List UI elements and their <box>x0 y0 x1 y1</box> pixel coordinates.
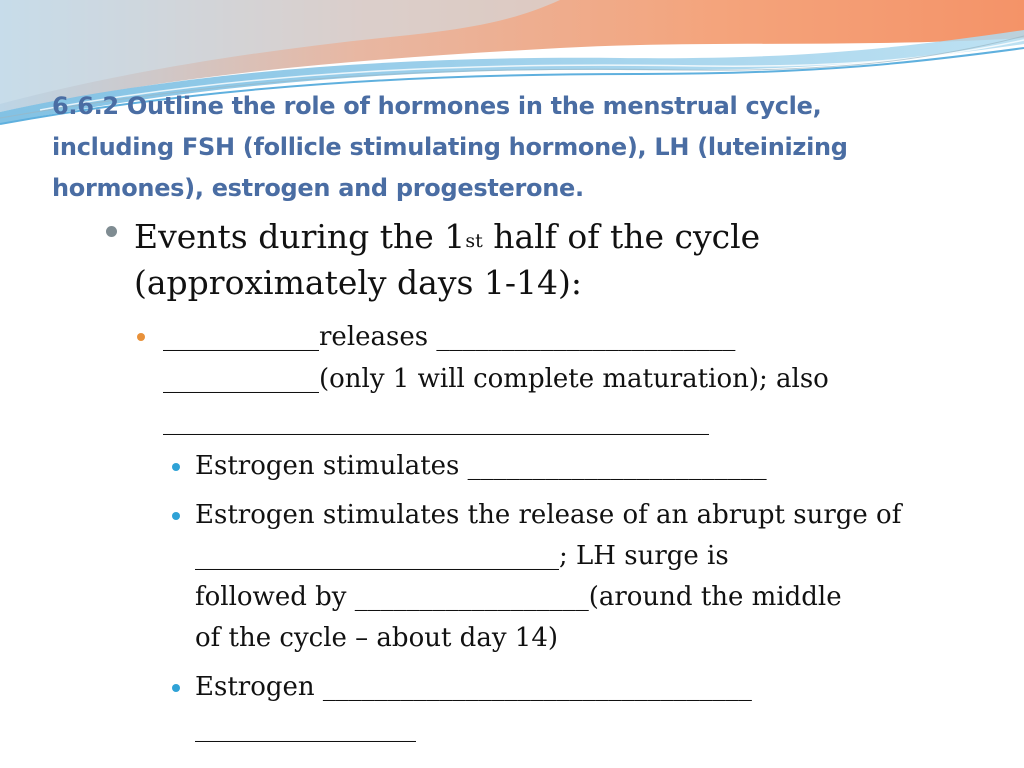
item-estrogen-stimulates <box>195 446 995 487</box>
bullet-dot-icon <box>137 333 145 341</box>
item-estrogen <box>195 667 995 749</box>
bullet-dot-icon <box>106 226 117 237</box>
title-line-1: 6.6.2 Outline the role of hormones in the menstrual cycle, <box>52 92 822 120</box>
bullet-dot-icon <box>172 512 180 520</box>
item-line: of the cycle – about day 14) <box>195 623 559 653</box>
title-line-3: hormones), estrogen and progesterone. <box>52 174 584 202</box>
title-line-2: including FSH (follicle stimulating hormone), LH (luteinizing <box>52 133 848 161</box>
item-lh-surge <box>195 495 995 659</box>
sub-bullet-fsh <box>163 316 983 442</box>
sub-bullet-line-1: ____________releases _______________________ <box>163 322 736 352</box>
item-line: followed by __________________(around the middle <box>195 582 842 612</box>
superscript-st: st <box>465 230 483 252</box>
item-line: _________________ <box>195 713 416 743</box>
item-line: Estrogen stimulates _______________________ <box>195 451 767 481</box>
item-line: Estrogen stimulates the release of an abrupt surge of <box>195 500 902 530</box>
main-bullet-line-2: (approximately days 1-14): <box>134 263 583 302</box>
sub-bullet-line-3: __________________________________________ <box>163 406 709 436</box>
sub-bullet-line-2: ____________(only 1 will complete maturation); also <box>163 364 829 394</box>
item-line: Estrogen _________________________________ <box>195 672 752 702</box>
main-bullet <box>134 214 994 306</box>
bullet-dot-icon <box>172 463 180 471</box>
item-line: ____________________________; LH surge is <box>195 541 729 571</box>
slide-title <box>52 86 952 209</box>
bullet-dot-icon <box>172 684 180 692</box>
main-bullet-line-1: Events during the 1st half of the cycle <box>134 217 761 256</box>
